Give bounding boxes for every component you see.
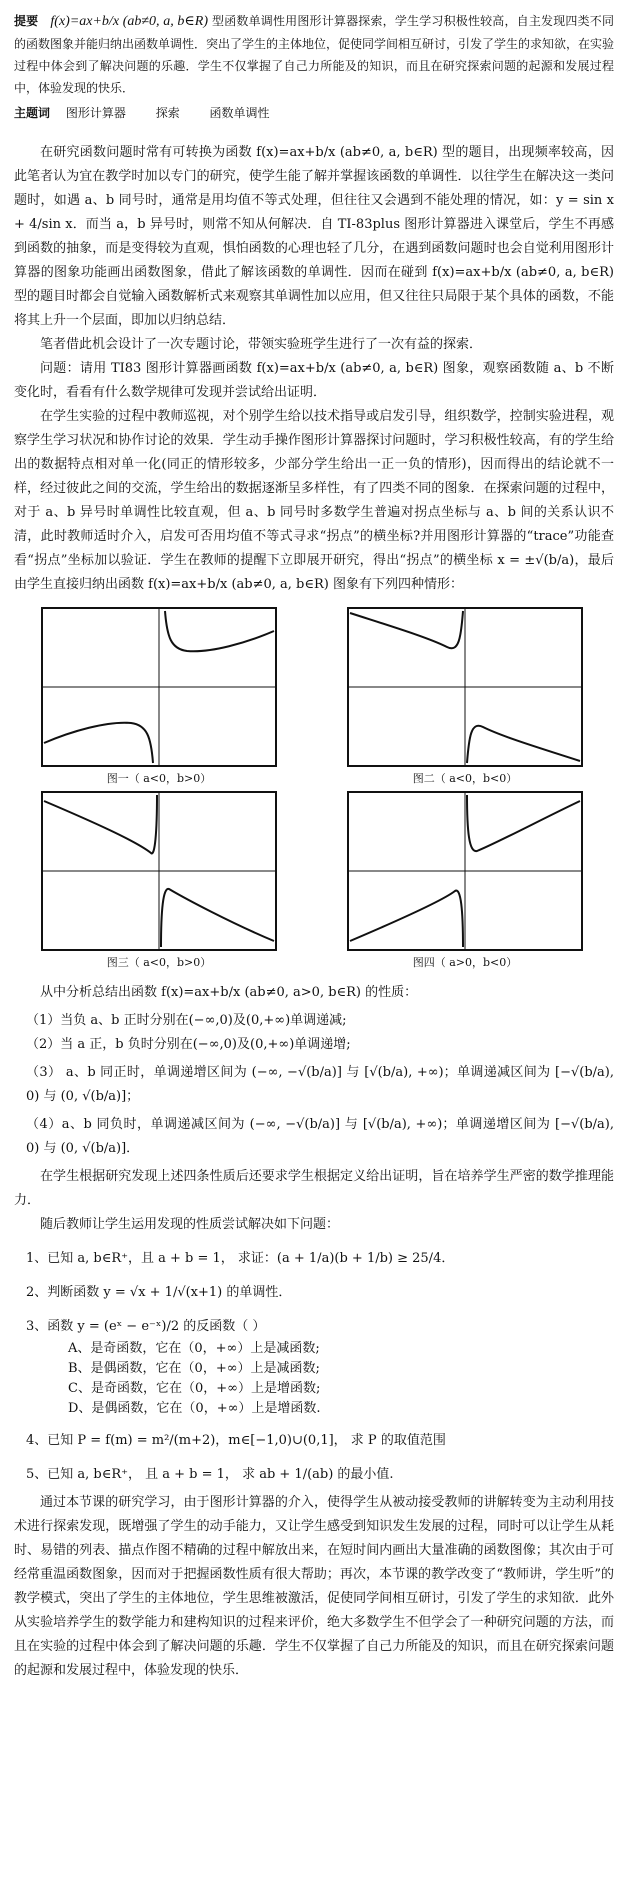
question-5: 5、已知 a, b∈R⁺， 且 a + b = 1， 求 ab + 1/(ab) 的最小值. xyxy=(26,1467,394,1482)
figure-3 xyxy=(24,791,294,971)
graph-figure-4 xyxy=(347,791,583,951)
paragraph-design: 笔者借此机会设计了一次专题讨论，带领实验班学生进行了一次有益的探索． xyxy=(40,337,483,352)
graph-figure-3 xyxy=(41,791,277,951)
article xyxy=(14,0,614,1683)
abstract xyxy=(14,10,614,99)
property-3: （3） a、b 同正时，单调递增区间为 (−∞, −√(b/a)] 与 [√(b/a), +∞)；单调递减区间为 [−√(b/a), 0) 与 (0, √(b/a)]； xyxy=(26,1065,614,1104)
figure-4 xyxy=(330,791,600,971)
paragraph-exercises-intro: 随后教师让学生运用发现的性质尝试解决如下问题： xyxy=(40,1217,340,1232)
keywords-label: 主题词 xyxy=(14,106,51,120)
paragraph-intro: 在研究函数问题时常有可转换为函数 f(x)=ax+b/x (ab≠0, a, b∈R) 型的题目，出现频率较高，因此笔者认为宜在教学时加以专门的研究，使学生能了解并掌握该函数的单调性．以往学生在解决这一类问题时，如遇 a、b 同号时，通常是用均值不等式处理，但往往又会遇到不能处理的情况，如：y = sin x + 4/sin x．而当 a，b 异号时，则常不知从何解决．自 TI-83plus 图形计算器进入课堂后，学生不再感到函数的抽象，而是变得较为直观，惧怕函数的心理也轻了几分，在遇到函数问题时也会自觉利用图形计算器的图象功能画出函数图象，借此了解该函数的单调性．因而在碰到 f(x)=ax+b/x (ab≠0, a, b∈R) 型的题目时都会自觉输入函数解析式来观察其单调性加以应用，但又往往只局限于某个具体的函数，不能将其上升一个层面，即加以归纳总结． xyxy=(14,145,614,328)
question-3: 3、函数 y = (eˣ − e⁻ˣ)/2 的反函数（ ） xyxy=(26,1319,266,1334)
keyword-3: 函数单调性 xyxy=(209,106,270,120)
question-1: 1、已知 a, b∈R⁺，且 a + b = 1， 求证：(a + 1/a)(b + 1/b) ≥ 25/4． xyxy=(26,1251,455,1266)
figure-grid xyxy=(24,607,614,971)
question-3-option-b: B、是偶函数，它在（0，+∞）上是减函数; xyxy=(68,1361,320,1376)
paragraph-summary: 从中分析总结出函数 f(x)=ax+b/x (ab≠0, a>0, b∈R) 的性质： xyxy=(40,985,418,1000)
question-3-option-c: C、是奇函数，它在（0，+∞）上是增函数; xyxy=(68,1381,321,1396)
figure-3-caption: 图三（ a<0，b>0） xyxy=(106,956,212,969)
property-2: （2）当 a 正，b 负时分别在(−∞,0)及(0,+∞)单调递增; xyxy=(26,1037,351,1052)
abstract-formula: f(x)=ax+b/x (ab≠0, a, b∈R) xyxy=(50,14,209,29)
question-3-option-d: D、是偶函数，它在（0，+∞）上是增函数. xyxy=(68,1401,321,1416)
paragraph-proof: 在学生根据研究发现上述四条性质后还要求学生根据定义给出证明，旨在培养学生严密的数学推理能力． xyxy=(14,1169,614,1208)
keywords-line xyxy=(14,101,614,125)
figure-1 xyxy=(24,607,294,787)
keyword-1: 图形计算器 xyxy=(65,106,126,120)
graph-figure-2 xyxy=(347,607,583,767)
figure-1-caption: 图一（ a<0，b>0） xyxy=(106,772,212,785)
paragraph-problem: 问题：请用 TI83 图形计算器画函数 f(x)=ax+b/x (ab≠0, a, b∈R) 图象，观察函数随 a、b 不断变化时，看看有什么数学规律可发现并尝试给出证明． xyxy=(14,361,614,400)
property-4: （4）a、b 同负时，单调递减区间为 (−∞, −√(b/a)] 与 [√(b/a), +∞)；单调递增区间为 [−√(b/a), 0) 与 (0, √(b/a)]． xyxy=(26,1117,614,1156)
property-1: （1）当负 a、b 正时分别在(−∞,0)及(0,+∞)单调递减; xyxy=(26,1013,347,1028)
figure-2-caption: 图二（ a<0，b<0） xyxy=(412,772,518,785)
paragraph-conclusion: 通过本节课的研究学习，由于图形计算器的介入，使得学生从被动接受教师的讲解转变为主动利用技术进行探索发现，既增强了学生的动手能力，又让学生感受到知识发生发展的过程，同时可以让学生从耗时、易错的列表、描点作图不精确的过程中解放出来，在短时间内画出大量准确的函数图像；其次由于可经常重温函数图象，因而对于把握函数性质有很大帮助；再次，本节课的教学改变了“教师讲，学生听”的教学模式，突出了学生的主体地位，学生思维被激活，促使同学间相互研讨，引发了学生的求知欲．此外从实验培养学生的数学能力和建构知识的过程来评价，绝大多数学生不但学会了一种研究问题的方法，而且在实验的过程中体会到了解决问题的乐趣．学生不仅掌握了自己力所能及的知识，而且在研究探索问题的起源和发展过程中，体验发现的快乐． xyxy=(14,1495,614,1678)
graph-figure-1 xyxy=(41,607,277,767)
figure-2 xyxy=(330,607,600,787)
abstract-text: 型函数单调性用图形计算器探索，学生学习积极性较高，自主发现四类不同的函数图象并能归纳出函数单调性．突出了学生的主体地位，促使同学间相互研讨，引发了学生的求知欲，在实验过程中体会到了解决问题的乐趣．学生不仅掌握了自己力所能及的知识，而且在研究探索问题的起源和发展过程中，体验发现的快乐． xyxy=(14,14,615,95)
paragraph-process: 在学生实验的过程中教师巡视，对个别学生给以技术指导或启发引导，组织数学，控制实验进程，观察学生学习状况和协作讨论的效果．学生动手操作图形计算器探讨问题时，学习积极性较高，有的学生给出的数据特点相对单一化(同正的情形较多，少部分学生给出一正一负的情形)，因而得出的结论就不一样，经过彼此之间的交流，学生给出的数据逐渐呈多样性，有了四类不同的图象．在探索问题的过程中，对于 a、b 异号时单调性比较直观，但 a、b 同号时多数学生普遍对拐点坐标与 a、b 间的关系认识不清，此时教师适时介入，启发可否用均值不等式寻求“拐点”的横坐标?并用图形计算器的“trace”功能查看“拐点”坐标加以验证．学生在教师的提醒下立即展开研究，得出“拐点”的横坐标 x = ±√(b/a)，最后由学生直接归纳出函数 f(x)=ax+b/x (ab≠0, a, b∈R) 图象有下列四种情形： xyxy=(14,409,614,592)
question-3-option-a: A、是奇函数，它在（0，+∞）上是减函数; xyxy=(68,1341,320,1356)
question-4: 4、已知 P = f(m) = m²/(m+2)，m∈[−1,0)∪(0,1]， 求 P 的取值范围 xyxy=(26,1433,446,1448)
figure-4-caption: 图四（ a>0，b<0） xyxy=(412,956,518,969)
abstract-label: 提要 xyxy=(14,14,39,28)
keyword-2: 探索 xyxy=(155,106,180,120)
question-2: 2、判断函数 y = √x + 1/√(x+1) 的单调性． xyxy=(26,1285,292,1300)
